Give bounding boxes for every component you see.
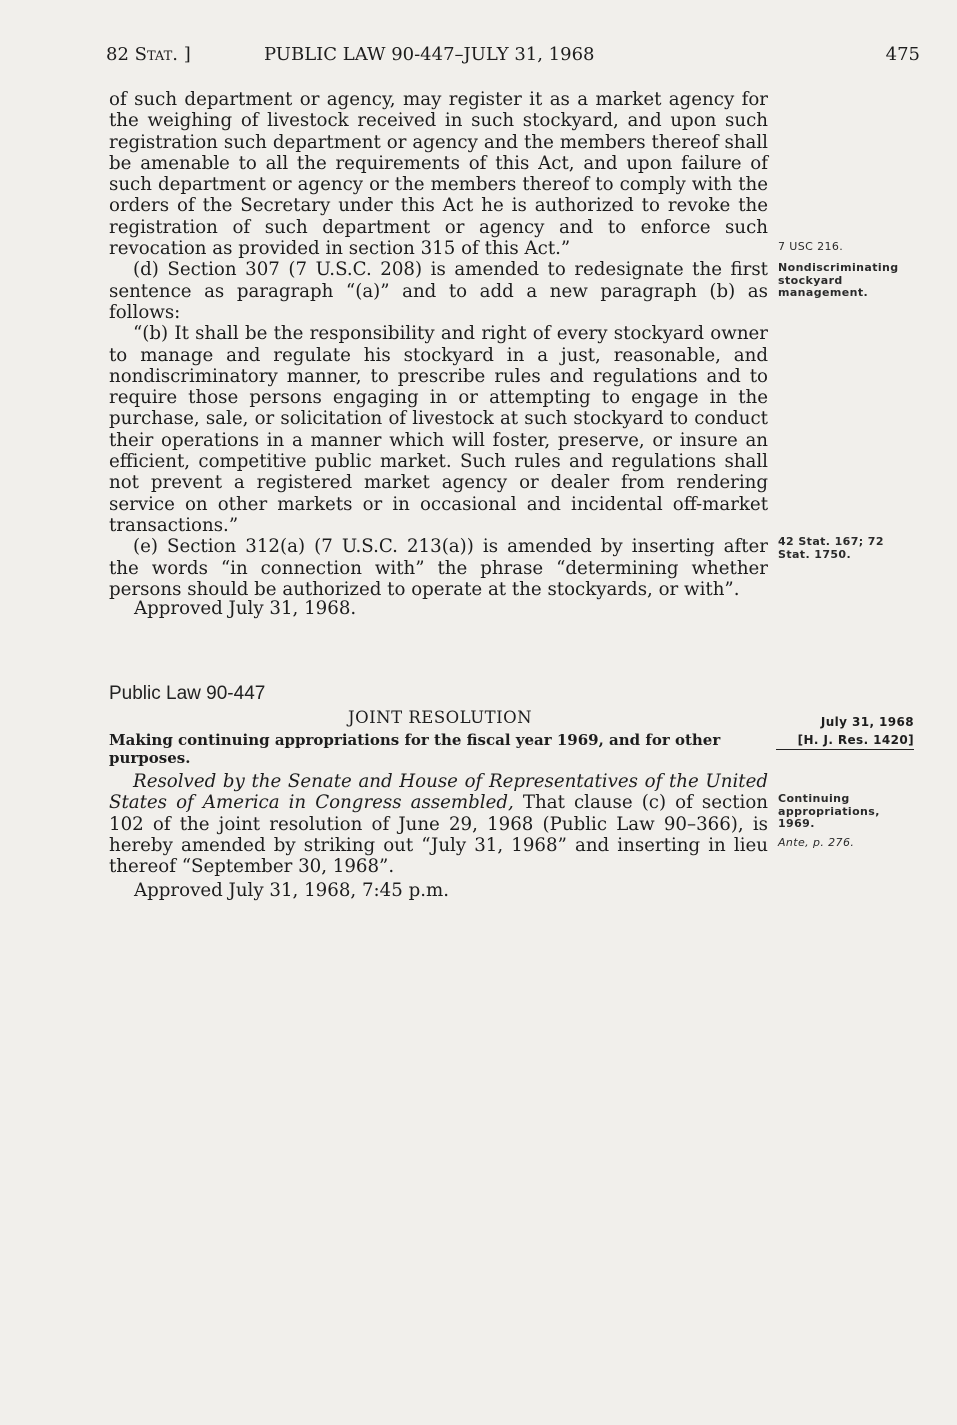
margin-note-usc: 7 USC 216.	[778, 240, 844, 253]
paragraph-e: (e) Section 312(a) (7 U.S.C. 213(a)) is amended by inserting after the words “in connection with” the phrase “determining whether persons should be authorized to operate at the stockyards, or with”.	[109, 536, 768, 600]
header-title: PUBLIC LAW 90-447–JULY 31, 1968	[264, 44, 595, 65]
header-stat-reference: 82 Stat. ]	[106, 44, 191, 65]
resolution-paragraph-block	[109, 771, 768, 877]
paragraph-b-quote: “(b) It shall be the responsibility and right of every stockyard owner to manage and regulate his stockyard in a just, reasonable, and nondiscriminatory manner, to prescribe rules and regulations and to require those persons engaging in or attempting to engage in the purchase, sale, or solicitation of livestock at such stockyard to conduct their operations in a manner which will foster, preserve, or insure an efficient, competitive public market. Such rules and regulations shall not prevent a registered market agency or dealer from rendering service on other markets or in occasional and incidental off-market transactions.”	[109, 323, 768, 536]
bill-number: [H. J. Res. 1420]	[776, 731, 914, 750]
margin-note-ante: Ante, p. 276.	[778, 836, 855, 849]
public-law-title: Public Law 90-447	[109, 683, 266, 704]
margin-note-nondiscriminating: Nondiscriminating stockyard management.	[778, 261, 899, 299]
resolution-date: July 31, 1968	[820, 715, 914, 729]
joint-resolution-subtitle: Making continuing appropriations for the fiscal year 1969, and for other purposes.	[109, 731, 721, 767]
approval-note-2: Approved July 31, 1968, 7:45 p.m.	[134, 880, 450, 901]
resolved-paragraph	[109, 771, 768, 877]
margin-note-stat-reference: 42 Stat. 167; 72 Stat. 1750.	[778, 535, 884, 561]
continued-paragraph: of such department or agency, may register it as a market agency for the weighing of livestock received in such stockyard, and upon such registration such department or agency and the members thereof shall be amenable to all the requirements of this Act, and upon failure of such department or agency or the members thereof to comply with the orders of the Secretary under this Act he is authorized to revoke the registration of such department or agency and to enforce such revocation as provided in section 315 of this Act.”	[109, 89, 768, 260]
continued-paragraph-block	[109, 89, 768, 600]
joint-resolution-heading: JOINT RESOLUTION	[348, 708, 533, 727]
page-header	[106, 44, 920, 74]
resolved-text: That clause (c) of section 102 of the joint resolution of June 29, 1968 (Public Law 90–366), is hereby amended by striking out “July 31, 1968” and inserting in lieu thereof “September 30, 1968”.	[109, 792, 768, 878]
page-number: 475	[885, 44, 920, 65]
date-bill-block	[776, 713, 914, 750]
margin-note-continuing: Continuing appropriations, 1969.	[778, 792, 880, 830]
resolved-clause: Resolved by the Senate and House of Representatives of the United States of America in Congress assembled,	[109, 771, 768, 814]
paragraph-d: (d) Section 307 (7 U.S.C. 208) is amended to redesignate the first sentence as paragraph “(a)” and to add a new paragraph (b) as follows:	[109, 259, 768, 323]
approval-note-1: Approved July 31, 1968.	[134, 598, 357, 619]
